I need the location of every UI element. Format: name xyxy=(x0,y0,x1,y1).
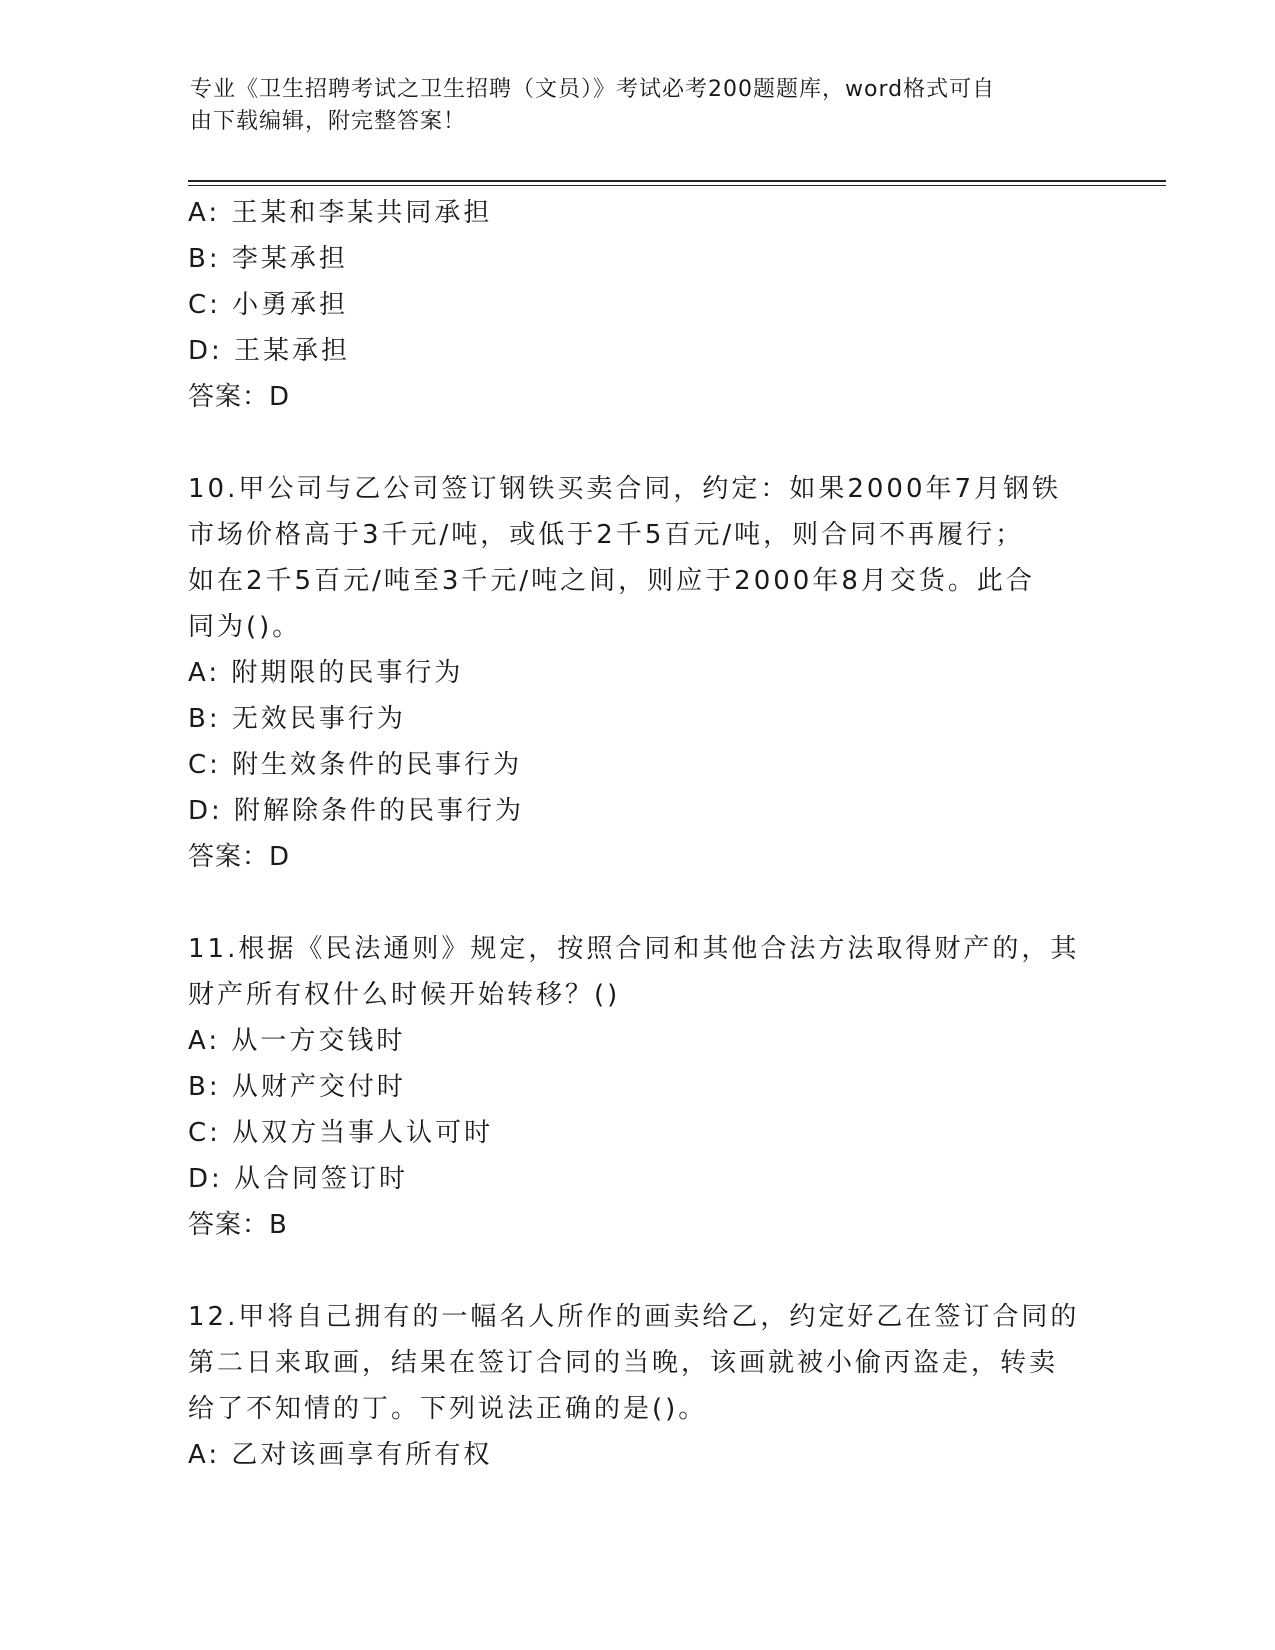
option-d: D: 从合同签订时 xyxy=(188,1164,409,1194)
question-stem-line: 市场价格高于3千元/吨，或低于2千5百元/吨，则合同不再履行； xyxy=(188,520,1025,550)
answer: 答案：B xyxy=(188,1210,288,1240)
spacer xyxy=(188,420,1088,466)
option-a: A: 王某和李某共同承担 xyxy=(188,198,493,228)
document-header xyxy=(190,74,1090,138)
question-12 xyxy=(188,1294,1088,1478)
question-stem-line: 如在2千5百元/吨至3千元/吨之间，则应于2000年8月交货。此合 xyxy=(188,566,1035,596)
spacer xyxy=(188,880,1088,926)
question-stem-line: 给了不知情的丁。下列说法正确的是()。 xyxy=(188,1394,708,1424)
question-stem-line: 同为()。 xyxy=(188,612,302,642)
option-a: A: 乙对该画享有所有权 xyxy=(188,1440,493,1470)
question-9 xyxy=(188,190,1088,420)
question-10 xyxy=(188,466,1088,880)
answer: 答案：D xyxy=(188,842,291,872)
question-stem-line: 12.甲将自己拥有的一幅名人所作的画卖给乙，约定好乙在签订合同的 xyxy=(188,1302,1080,1332)
header-rule-thin xyxy=(188,185,1166,186)
question-stem-line: 11.根据《民法通则》规定，按照合同和其他合法方法取得财产的，其 xyxy=(188,934,1080,964)
header-rule-thick xyxy=(188,180,1166,182)
option-c: C: 附生效条件的民事行为 xyxy=(188,750,523,780)
option-d: D: 王某承担 xyxy=(188,336,351,366)
question-stem-line: 财产所有权什么时候开始转移？() xyxy=(188,980,621,1010)
question-11 xyxy=(188,926,1088,1248)
option-a: A: 从一方交钱时 xyxy=(188,1026,406,1056)
option-a: A: 附期限的民事行为 xyxy=(188,658,464,688)
option-b: B: 从财产交付时 xyxy=(188,1072,406,1102)
option-b: B: 李某承担 xyxy=(188,244,348,274)
spacer xyxy=(188,1248,1088,1294)
header-line-1: 专业《卫生招聘考试之卫生招聘（文员）》考试必考200题题库，word格式可自 xyxy=(190,77,996,102)
answer: 答案：D xyxy=(188,382,291,412)
option-c: C: 从双方当事人认可时 xyxy=(188,1118,494,1148)
header-line-2: 由下载编辑，附完整答案！ xyxy=(190,109,467,134)
option-c: C: 小勇承担 xyxy=(188,290,349,320)
question-stem-line: 10.甲公司与乙公司签订钢铁买卖合同，约定：如果2000年7月钢铁 xyxy=(188,474,1062,504)
option-d: D: 附解除条件的民事行为 xyxy=(188,796,525,826)
question-stem-line: 第二日来取画，结果在签订合同的当晚，该画就被小偷丙盗走，转卖 xyxy=(188,1348,1059,1378)
option-b: B: 无效民事行为 xyxy=(188,704,406,734)
document-body xyxy=(188,190,1088,1478)
